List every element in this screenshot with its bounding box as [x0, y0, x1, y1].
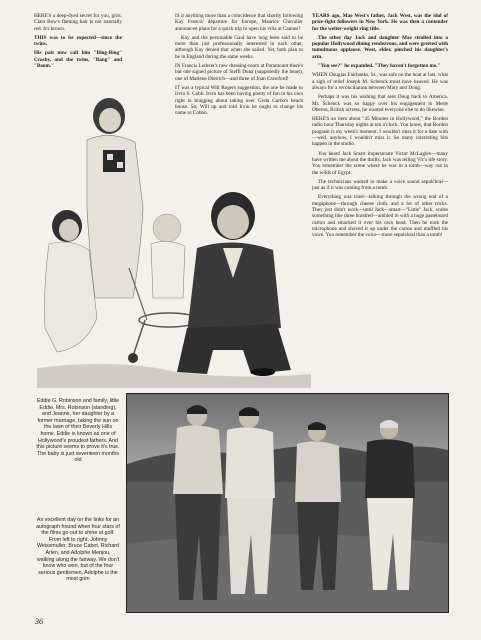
kay-francis-item-cont: Kay and the personable Gaul have long been said to be more than just professionally interested in each other, although Kay denied that when she sailed. Yet, both plan to be in England during the same weeks.	[175, 34, 303, 60]
right-column	[312, 13, 448, 242]
crosby-item-body: His pals now call him "Bing-Bing" Crosby, and the twins, "Bang" and "Boom."	[34, 50, 122, 70]
golf-photo-caption: An excellent day on the links for an autograph hound when four stars of the films go out to shine at golf. From left to right, Johnny Weissmuller, Bruce Cabot, Richard Arlen, and Adolphe Menjou, walking along the fairway. We don't know who won, but of the four serious gentlemen, Adolphe is the most grim	[36, 517, 120, 583]
mae-west-item: YEARS ago, Mae West's father, Jack West, was the idol of prize-fight followers in New York. He was then a contender for the welter-weight ring title.	[312, 13, 448, 32]
robinson-family-photo	[37, 88, 311, 388]
borden-radio-item-3: The technicians wanted to make a voice sound sepulchral—just as if it was coming from a tomb.	[312, 178, 448, 192]
lederer-item: IN Francis Lederer's new dressing-room at Paramount there's but one signed picture of Steffi Duna (supposedly the heart), one of Marlene Dietrich—and three of Joan Crawford!	[175, 63, 303, 82]
fairbanks-item: WHEN Douglas Fairbanks, Sr., was safe on the boat at last, what a sigh of relief Joseph M. Schenck must have heaved. He was always for a reconciliation between Mary and Doug.	[312, 72, 448, 91]
robinson-family-illustration	[37, 88, 311, 388]
will-rogers-item: IT was a typical Will Rogers suggestion, the one he made to Irvin S. Cobb. Irvin has been having plenty of fun in his own right in bragging about taking over Greta Garbo's beach house. So, Will up and told Irvin he ought to change his name to Cobbo.	[175, 84, 303, 117]
borden-radio-item: HERE'S an item about "45 Minutes in Hollywood," the Borden radio hour Thursday nights at ten o'clock. You know, that Borden program is my week's moment. I wouldn't miss it for a date with—well, anyhow, I wouldn't miss it. So many interesting bits happen in the studio.	[312, 116, 448, 148]
page-number: 36	[35, 617, 43, 626]
golf-fairway-illustration	[127, 394, 448, 612]
kay-francis-item: IS it anything more than a coincidence that shortly following Kay Francis' departure for Europe, Maurice Chevalier announced plans for a quick trip to open his villa at Cannes?	[175, 13, 303, 32]
left-column	[34, 13, 122, 72]
mae-west-item-cont: The other day Jack and daughter Mae strolled into a popular Hollywood dining rendezvous, and were greeted with tumultuous applause. West, elder, pinched his daughter's arm.	[312, 34, 448, 60]
mae-west-item-quote: "You see?" he expanded. "They haven't forgotten me."	[318, 63, 441, 70]
family-photo-caption: Eddie G. Robinson and family, little Eddie, Mrs. Robinson (standing), and Jeanne, her daughter by a former marriage, taking the sun on the lawn of their Beverly Hills home. Eddie is known as one of Hollywood's proudest fathers. And this picture seems to prove it's true. The baby is just seventeen months old	[36, 398, 120, 464]
golf-photo	[126, 393, 449, 613]
borden-radio-item-4: Everything was tried—talking through the wrong end of a megaphone—through cheese cloth, and a lot of other tricks. They just didn't work—until Jack—smart—"Little" Jack, scales something like three hundred—ambled in with a huge pasteboard carton and smacked it over his own head. Then he took the microphone and shoved it up under the carton and muffled his voice. You remember the voice—more sepulchral than a tomb!	[312, 194, 448, 239]
fairbanks-item-cont: Perhaps it was his wishing that sent Doug back to America. Mr. Schenck was so happy over his engagement to Merle Oberon, British actress, he wanted everyone else to do likewise.	[312, 94, 448, 113]
borden-radio-item-2: You heard Jack Smart impersonate Victor McLaglen—many have written me about the thrills. Jack was telling Vic's life story. You remember the scene where he was in a tomb—way out in the wilds of Egypt.	[312, 150, 448, 176]
crosby-item-lead: THIS was to be expected—since the twins.	[34, 34, 122, 48]
clara-bow-item: HERE'S a deep-dyed secret for you, girls. Clara Bow's flaming hair is not naturally red. It's brown.	[34, 13, 122, 32]
